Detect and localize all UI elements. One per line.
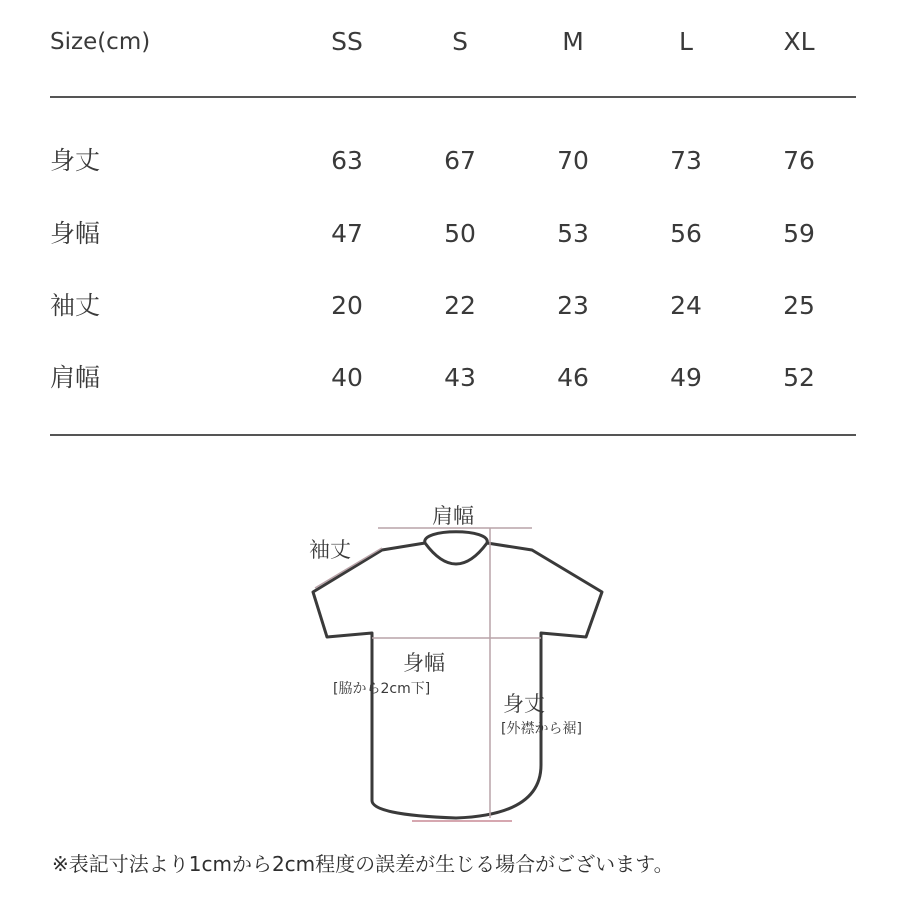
body-width-note: [脇から2cm下]: [333, 681, 431, 697]
table-cell: 22: [444, 291, 476, 320]
table-cell: 47: [331, 219, 363, 248]
table-cell: 20: [331, 291, 363, 320]
table-cell: 46: [557, 363, 589, 392]
shoulder-width-label: 肩幅: [432, 504, 474, 528]
table-cell: 40: [331, 363, 363, 392]
table-cell: 24: [670, 291, 702, 320]
body-length-note: [外襟から裾]: [501, 721, 582, 737]
table-cell: 52: [783, 363, 815, 392]
row-label-sleeve-length: 袖丈: [50, 291, 101, 320]
table-cell: 59: [783, 219, 815, 248]
size-column-m: M: [562, 27, 584, 56]
table-cell: 50: [444, 219, 476, 248]
tshirt-outline: [313, 532, 602, 818]
table-cell: 63: [331, 146, 363, 175]
table-cell: 67: [444, 146, 476, 175]
table-cell: 70: [557, 146, 589, 175]
table-cell: 73: [670, 146, 702, 175]
body-width-label: 身幅: [403, 651, 445, 675]
tshirt-collar: [425, 543, 487, 564]
table-cell: 53: [557, 219, 589, 248]
body-length-label: 身丈: [503, 692, 545, 716]
table-cell: 49: [670, 363, 702, 392]
size-column-ss: SS: [331, 27, 363, 56]
row-label-body-length: 身丈: [50, 146, 101, 175]
size-column-l: L: [679, 27, 693, 56]
size-column-s: S: [452, 27, 468, 56]
row-label-body-width: 身幅: [50, 219, 101, 248]
table-cell: 43: [444, 363, 476, 392]
row-label-shoulder-width: 肩幅: [50, 363, 101, 392]
table-cell: 25: [783, 291, 815, 320]
sleeve-length-label: 袖丈: [309, 538, 351, 562]
table-cell: 76: [783, 146, 815, 175]
size-header-label: Size(cm): [50, 29, 151, 55]
tolerance-footnote: ※表記寸法より1cmから2cm程度の誤差が生じる場合がございます。: [52, 852, 674, 876]
table-cell: 23: [557, 291, 589, 320]
size-column-xl: XL: [783, 27, 815, 56]
table-cell: 56: [670, 219, 702, 248]
